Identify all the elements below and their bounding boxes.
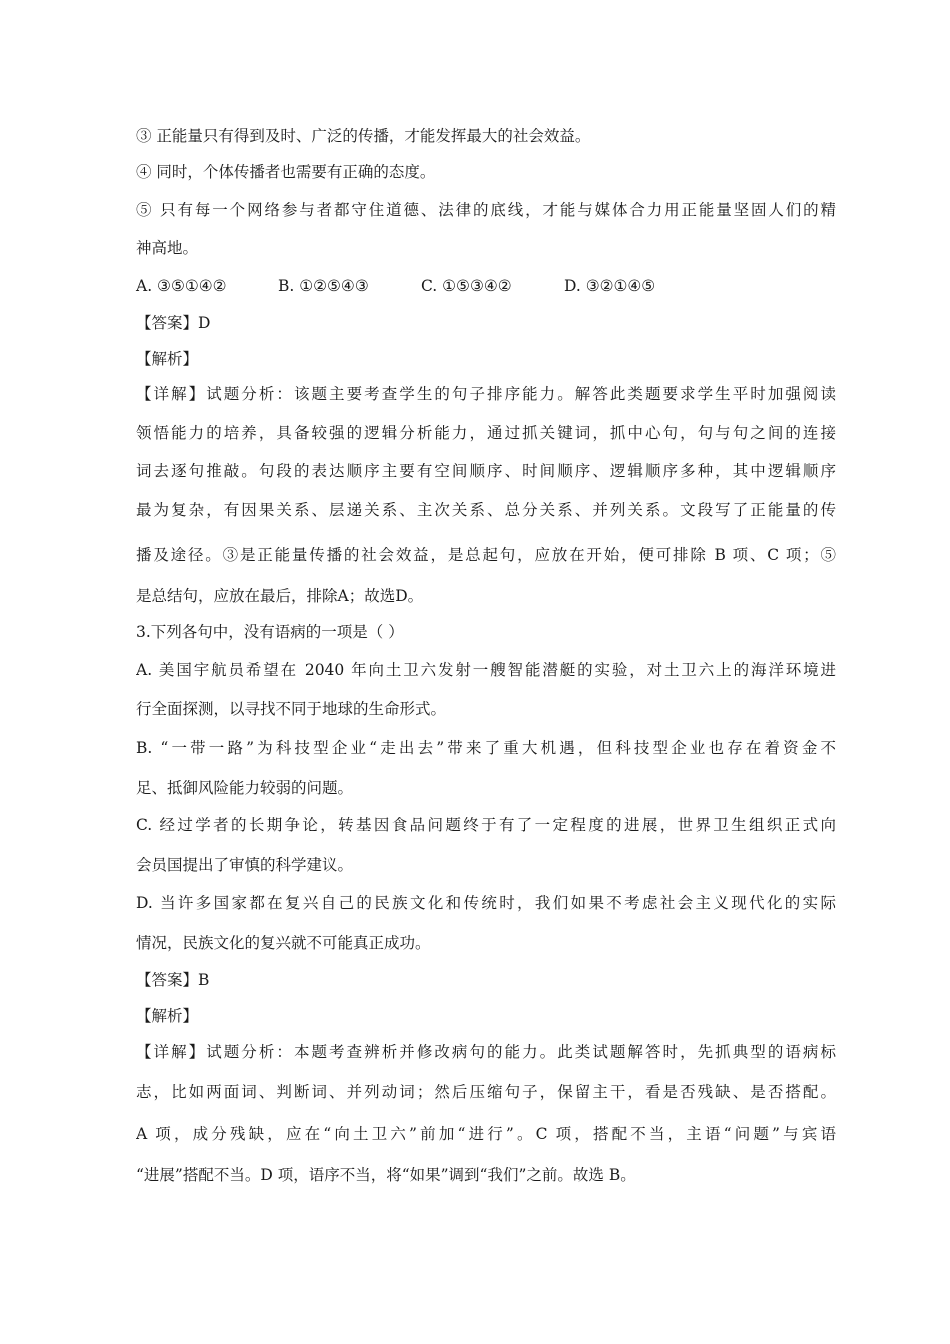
q3-option-c-line-1: C. 经过学者的长期争论，转基因食品问题终于有了一定程度的进展，世界卫生组织正式向: [136, 816, 836, 834]
q2-detail-line: 词去逐句推敲。句段的表达顺序主要有空间顺序、时间顺序、逻辑顺序多种，其中逻辑顺序: [136, 462, 836, 480]
q3-detail-line: 【详解】试题分析：本题考查辨析并修改病句的能力。此类试题解答时，先抓典型的语病标: [136, 1043, 836, 1061]
q3-option-c-line-2: 会员国提出了审慎的科学建议。: [136, 856, 354, 874]
q3-option-d-line-1: D. 当许多国家都在复兴自己的民族文化和传统时，我们如果不考虑社会主义现代化的实际: [136, 894, 836, 912]
q2-options: [136, 276, 836, 296]
q2-sentence-5-line-2: 神高地。: [136, 239, 199, 257]
q2-option-d: D. ③②①④⑤: [564, 277, 656, 295]
q3-option-b-line-1: B. “一带一路”为科技型企业“走出去”带来了重大机遇，但科技型企业也存在着资金不: [136, 739, 836, 757]
q2-detail-line: 【详解】试题分析：该题主要考查学生的句子排序能力。解答此类题要求学生平时加强阅读: [136, 385, 836, 403]
q3-option-a-line-2: 行全面探测，以寻找不同于地球的生命形式。: [136, 700, 447, 718]
q2-detail-line: 播及途径。③是正能量传播的社会效益，是总起句，应放在开始，便可排除 B 项、C 项；⑤: [136, 546, 836, 564]
q2-sentence-3: ③ 正能量只有得到及时、广泛的传播，才能发挥最大的社会效益。: [136, 127, 591, 145]
q3-detail-line: “进展”搭配不当。D 项，语序不当，将“如果”调到“我们”之前。故选 B。: [136, 1166, 636, 1184]
q2-detail-line: 是总结句，应放在最后，排除A；故选D。: [136, 587, 424, 605]
q3-option-d-line-2: 情况，民族文化的复兴就不可能真正成功。: [136, 934, 431, 952]
q2-detail-line: 最为复杂，有因果关系、层递关系、主次关系、总分关系、并列关系。文段写了正能量的传: [136, 501, 836, 519]
q2-sentence-5-line-1: ⑤ 只有每一个网络参与者都守住道德、法律的底线，才能与媒体合力用正能量坚固人们的精: [136, 201, 836, 219]
q3-stem: 3.下列各句中，没有语病的一项是（ ）: [136, 623, 404, 641]
q3-analysis-label: 【解析】: [136, 1007, 199, 1025]
q2-detail-line: 领悟能力的培养，具备较强的逻辑分析能力，通过抓关键词，抓中心句，句与句之间的连接: [136, 424, 836, 442]
q3-option-a-line-1: A. 美国宇航员希望在 2040 年向土卫六发射一艘智能潜艇的实验，对土卫六上的海洋环境进: [136, 661, 836, 679]
q2-analysis-label: 【解析】: [136, 350, 199, 368]
q2-answer: 【答案】D: [136, 314, 211, 332]
q2-option-b: B. ①②⑤④③: [278, 277, 369, 295]
q2-option-a: A. ③⑤①④②: [136, 277, 227, 295]
q3-detail-line: A 项，成分残缺，应在“向土卫六”前加“进行”。C 项，搭配不当，主语“问题”与宾语: [136, 1125, 836, 1143]
q3-answer: 【答案】B: [136, 971, 210, 989]
q3-option-b-line-2: 足、抵御风险能力较弱的问题。: [136, 779, 354, 797]
q3-detail-line: 志，比如两面词、判断词、并列动词；然后压缩句子，保留主干，看是否残缺、是否搭配。: [136, 1083, 836, 1101]
q2-sentence-4: ④ 同时，个体传播者也需要有正确的态度。: [136, 163, 436, 181]
q2-option-c: C. ①⑤③④②: [421, 277, 512, 295]
